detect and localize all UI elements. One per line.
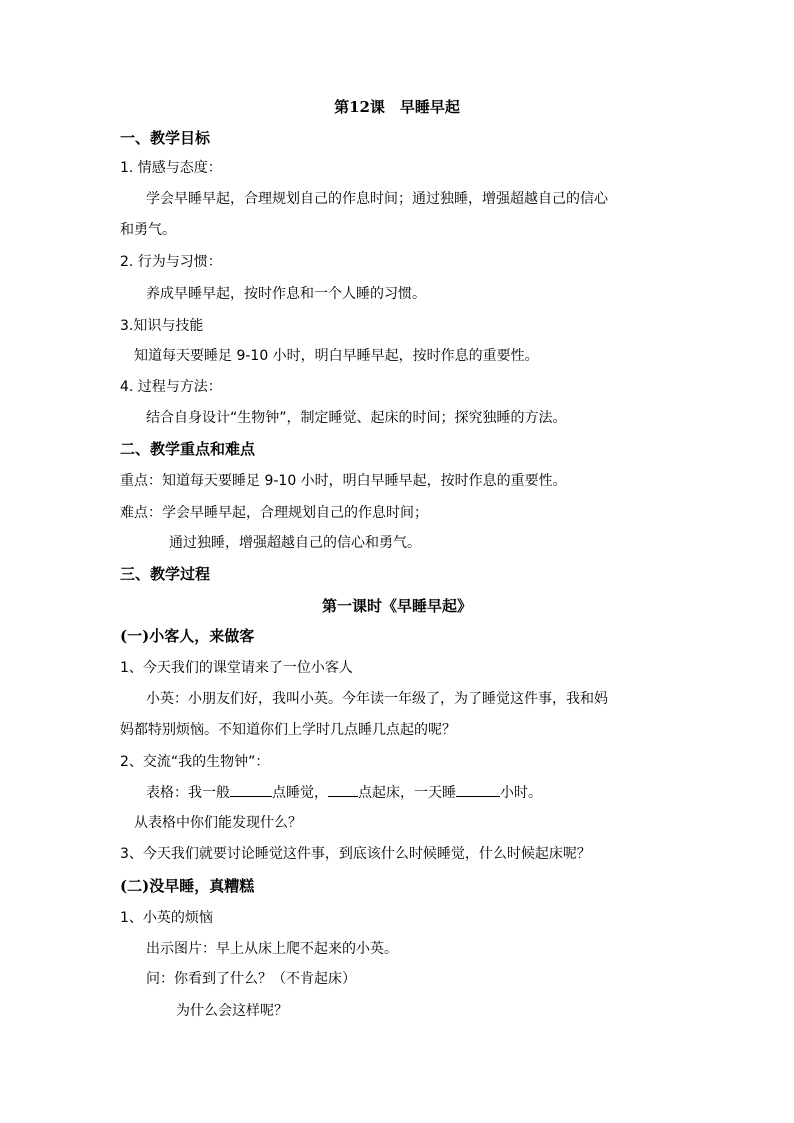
key-point: 重点：知道每天要睡足 9-10 小时，明白早睡早起，按时作息的重要性。 — [120, 473, 567, 489]
part2-show: 出示图片：早上从床上爬不起来的小英。 — [146, 941, 398, 957]
part2-item1: 1、小英的烦恼 — [120, 910, 213, 926]
sleep-hours-blank — [456, 782, 500, 797]
goal1-text-b: 和勇气。 — [120, 222, 176, 238]
part1-item3: 3、今天我们就要讨论睡觉这件事，到底该什么时候睡觉，什么时候起床呢？ — [120, 846, 591, 862]
bio-clock-table-line — [146, 782, 542, 803]
sleep-time-blank — [230, 782, 272, 797]
goal2-text: 养成早睡早起，按时作息和一个人睡的习惯。 — [146, 286, 426, 302]
part1-question: 从表格中你们能发现什么？ — [134, 815, 302, 831]
goal3-label: 3.知识与技能 — [120, 318, 204, 334]
difficult-point-b: 通过独睡，增强超越自己的信心和勇气。 — [169, 535, 421, 551]
part1-item2: 2、交流“我的生物钟”： — [120, 754, 270, 770]
part2-why: 为什么会这样呢？ — [176, 1003, 288, 1019]
part1-item1: 1、今天我们的课堂请来了一位小客人 — [120, 660, 353, 676]
key-heading: 二、教学重点和难点 — [120, 440, 256, 458]
part1-item1-text-a: 小英：小朋友们好，我叫小英。今年读一年级了，为了睡觉这件事，我和妈 — [146, 691, 608, 707]
goal3-text: 知道每天要睡足 9-10 小时，明白早睡早起，按时作息的重要性。 — [134, 348, 539, 364]
table-prefix: 表格：我一般 — [146, 785, 230, 801]
goal4-text: 结合自身设计“生物钟”，制定睡觉、起床的时间；探究独睡的方法。 — [146, 410, 567, 426]
part1-item1-text-b: 妈都特别烦恼。不知道你们上学时几点睡几点起的呢？ — [120, 722, 456, 738]
goal1-label: 1. 情感与态度： — [120, 160, 222, 176]
table-mid1: 点睡觉， — [272, 785, 328, 801]
goal4-label: 4. 过程与方法： — [120, 379, 222, 395]
difficult-point-a: 难点：学会早睡早起，合理规划自己的作息时间； — [120, 505, 428, 521]
goal1-text-a: 学会早睡早起，合理规划自己的作息时间；通过独睡，增强超越自己的信心 — [146, 191, 608, 207]
table-mid2: 点起床，一天睡 — [358, 785, 456, 801]
process-heading: 三、教学过程 — [120, 565, 211, 583]
part1-heading: (一)小客人，来做客 — [120, 627, 255, 645]
part2-heading: (二)没早睡，真糟糕 — [120, 877, 255, 895]
lesson-title: 第12课 早睡早起 — [334, 98, 460, 116]
wake-time-blank — [328, 782, 358, 797]
part2-ask: 问：你看到了什么？（不肯起床） — [146, 971, 356, 987]
first-lesson-title: 第一课时《早睡早起》 — [321, 597, 472, 615]
table-suffix: 小时。 — [500, 785, 542, 801]
goal2-label: 2. 行为与习惯： — [120, 254, 222, 270]
goals-heading: 一、教学目标 — [120, 129, 211, 147]
